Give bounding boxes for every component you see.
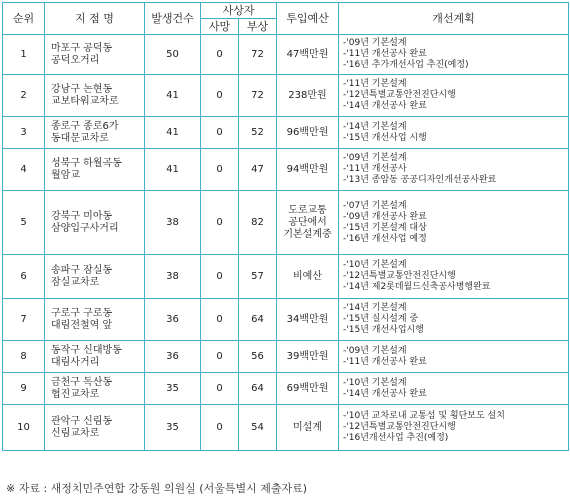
budget-line: 94백만원 [286,163,329,175]
location-district: 구로구 구로동 [51,307,113,319]
budget-line: 47백만원 [286,48,329,60]
header-casualties: 사상자 [201,3,277,19]
cell-deaths: 0 [201,405,239,451]
plan-line: -'14년 제2롯데월드신축공사병행완료 [343,282,491,292]
cell-plan [339,405,569,451]
cell-budget [277,117,339,149]
cell-rank: 5 [3,191,45,255]
plan-line: -'10년 교차로내 교통섬 및 횡단보도 설치 [343,411,505,421]
header-injuries: 부상 [239,19,277,35]
budget-line: 미설계 [293,421,322,433]
plan-line: -'14년 개선공사 완료 [343,101,427,111]
plan-line: -'16년 추가개선사업 추진(예정) [343,60,469,70]
table-row [3,373,569,405]
plan-line: -'14년 기본설계 [343,303,407,313]
cell-location [45,149,145,191]
location-site: 월암교 [51,169,80,181]
cell-injuries: 82 [239,191,277,255]
budget-line: 34백만원 [286,313,329,325]
location-district: 동작구 신대방동 [51,344,122,356]
cell-rank: 2 [3,75,45,117]
budget-line: 39백만원 [286,350,329,362]
plan-line: -'09년 기본설계 [343,38,407,48]
cell-injuries: 64 [239,299,277,341]
cell-injuries: 72 [239,35,277,75]
cell-location [45,299,145,341]
cell-deaths: 0 [201,117,239,149]
location-site: 대림전철역 앞 [51,319,113,331]
cell-plan [339,117,569,149]
cell-location [45,405,145,451]
plan-line: -'09년 기본설계 [343,345,407,356]
cell-budget [277,373,339,405]
source-footnote: ※ 자료 : 새정치민주연합 강동원 의원실 (서울특별시 제출자료) [6,482,308,495]
cell-deaths: 0 [201,255,239,299]
cell-budget [277,75,339,117]
cell-plan [339,341,569,373]
budget-line: 비예산 [293,270,322,282]
cell-location [45,35,145,75]
cell-plan [339,373,569,405]
cell-deaths: 0 [201,299,239,341]
plan-line: -'11년 기본설계 [343,79,407,89]
cell-incidents: 38 [145,191,201,255]
location-site: 대림사거리 [51,356,100,368]
plan-line: -'16년 개선사업 예정 [343,233,427,244]
plan-line: -'15년 기본설계 대상 [343,222,427,233]
cell-budget [277,35,339,75]
cell-rank: 4 [3,149,45,191]
cell-injuries: 56 [239,341,277,373]
location-district: 관악구 신림동 [51,415,113,427]
header-incidents: 발생건수 [145,3,201,35]
cell-injuries: 52 [239,117,277,149]
cell-rank: 7 [3,299,45,341]
cell-deaths: 0 [201,149,239,191]
table-row [3,299,569,341]
plan-line: -'13년 종암동 공공디자인개선공사완료 [343,175,497,185]
plan-line: -'07년 기본설계 [343,200,407,211]
cell-budget [277,191,339,255]
location-district: 마포구 공덕동 [51,42,113,54]
cell-location [45,341,145,373]
cell-budget [277,149,339,191]
location-site: 공덕오거리 [51,54,100,66]
location-site: 동대문교차로 [51,132,109,144]
plan-line: -'11년 개선공사 완료 [343,49,427,59]
table-row [3,191,569,255]
location-district: 강남구 논현동 [51,83,113,95]
cell-rank: 10 [3,405,45,451]
location-district: 송파구 잠실동 [51,264,113,276]
location-site: 신림교차로 [51,427,100,439]
plan-line: -'11년 개선공사 [343,164,407,174]
location-site: 교보타워교차로 [51,95,119,107]
plan-line: -'12년특별교통안전진단시행 [343,271,456,281]
cell-rank: 6 [3,255,45,299]
cell-location [45,117,145,149]
cell-budget [277,255,339,299]
cell-rank: 3 [3,117,45,149]
plan-line: -'10년 기본설계 [343,377,407,388]
header-deaths: 사망 [201,19,239,35]
budget-line: 기본설계중 [283,228,332,240]
table-row [3,35,569,75]
plan-line: -'14년 기본설계 [343,121,407,132]
cell-injuries: 54 [239,405,277,451]
header-rank: 순위 [3,3,45,35]
header-location: 지 점 명 [45,3,145,35]
table-row [3,405,569,451]
cell-injuries: 72 [239,75,277,117]
table-row [3,341,569,373]
budget-line: 238만원 [288,89,327,101]
cell-budget [277,405,339,451]
budget-line: 도로교통 [288,204,327,216]
location-site: 잠실교차로 [51,276,100,288]
plan-line: -'10년 기본설계 [343,260,407,270]
location-district: 성북구 하월곡동 [51,157,122,169]
cell-location [45,191,145,255]
cell-incidents: 41 [145,117,201,149]
cell-location [45,75,145,117]
cell-budget [277,299,339,341]
cell-injuries: 57 [239,255,277,299]
accident-hotspot-table-container [2,2,568,451]
cell-rank: 1 [3,35,45,75]
plan-line: -'12년특별교통안전진단시행 [343,90,456,100]
cell-deaths: 0 [201,75,239,117]
cell-plan [339,299,569,341]
location-district: 강북구 미아동 [51,210,113,222]
cell-deaths: 0 [201,373,239,405]
cell-rank: 8 [3,341,45,373]
cell-deaths: 0 [201,191,239,255]
location-site: 협진교차로 [51,388,100,400]
plan-line: -'15년 실시설계 중 [343,314,419,324]
budget-line: 69백만원 [286,382,329,394]
location-district: 금천구 독산동 [51,376,113,388]
accident-hotspot-table [2,2,569,451]
cell-incidents: 35 [145,373,201,405]
table-row [3,75,569,117]
cell-plan [339,191,569,255]
cell-rank: 9 [3,373,45,405]
table-row [3,255,569,299]
plan-line: -'09년 개선공사 완료 [343,211,427,222]
cell-plan [339,75,569,117]
table-row [3,117,569,149]
cell-injuries: 64 [239,373,277,405]
cell-location [45,373,145,405]
budget-line: 공단에서 [288,216,327,228]
location-district: 종로구 종로6가 [51,120,119,132]
cell-plan [339,255,569,299]
table-body [3,35,569,451]
cell-deaths: 0 [201,35,239,75]
plan-line: -'14년 개선공사 완료 [343,388,427,399]
cell-injuries: 47 [239,149,277,191]
plan-line: -'15년 개선사업시행 [343,325,424,335]
header-plan: 개선계획 [339,3,569,35]
cell-plan [339,35,569,75]
cell-incidents: 35 [145,405,201,451]
plan-line: -'11년 개선공사 완료 [343,356,427,367]
cell-plan [339,149,569,191]
plan-line: -'16년개선사업 추진(예정) [343,433,449,443]
cell-incidents: 36 [145,299,201,341]
plan-line: -'12년특별교통안전진단시행 [343,422,456,432]
table-row [3,149,569,191]
cell-incidents: 38 [145,255,201,299]
cell-incidents: 36 [145,341,201,373]
location-site: 삼양입구사거리 [51,222,119,234]
cell-budget [277,341,339,373]
cell-incidents: 41 [145,75,201,117]
cell-incidents: 41 [145,149,201,191]
cell-deaths: 0 [201,341,239,373]
cell-incidents: 50 [145,35,201,75]
header-budget: 투입예산 [277,3,339,35]
plan-line: -'15년 개선사업 시행 [343,132,427,143]
plan-line: -'09년 기본설계 [343,153,407,163]
budget-line: 96백만원 [286,126,329,138]
cell-location [45,255,145,299]
